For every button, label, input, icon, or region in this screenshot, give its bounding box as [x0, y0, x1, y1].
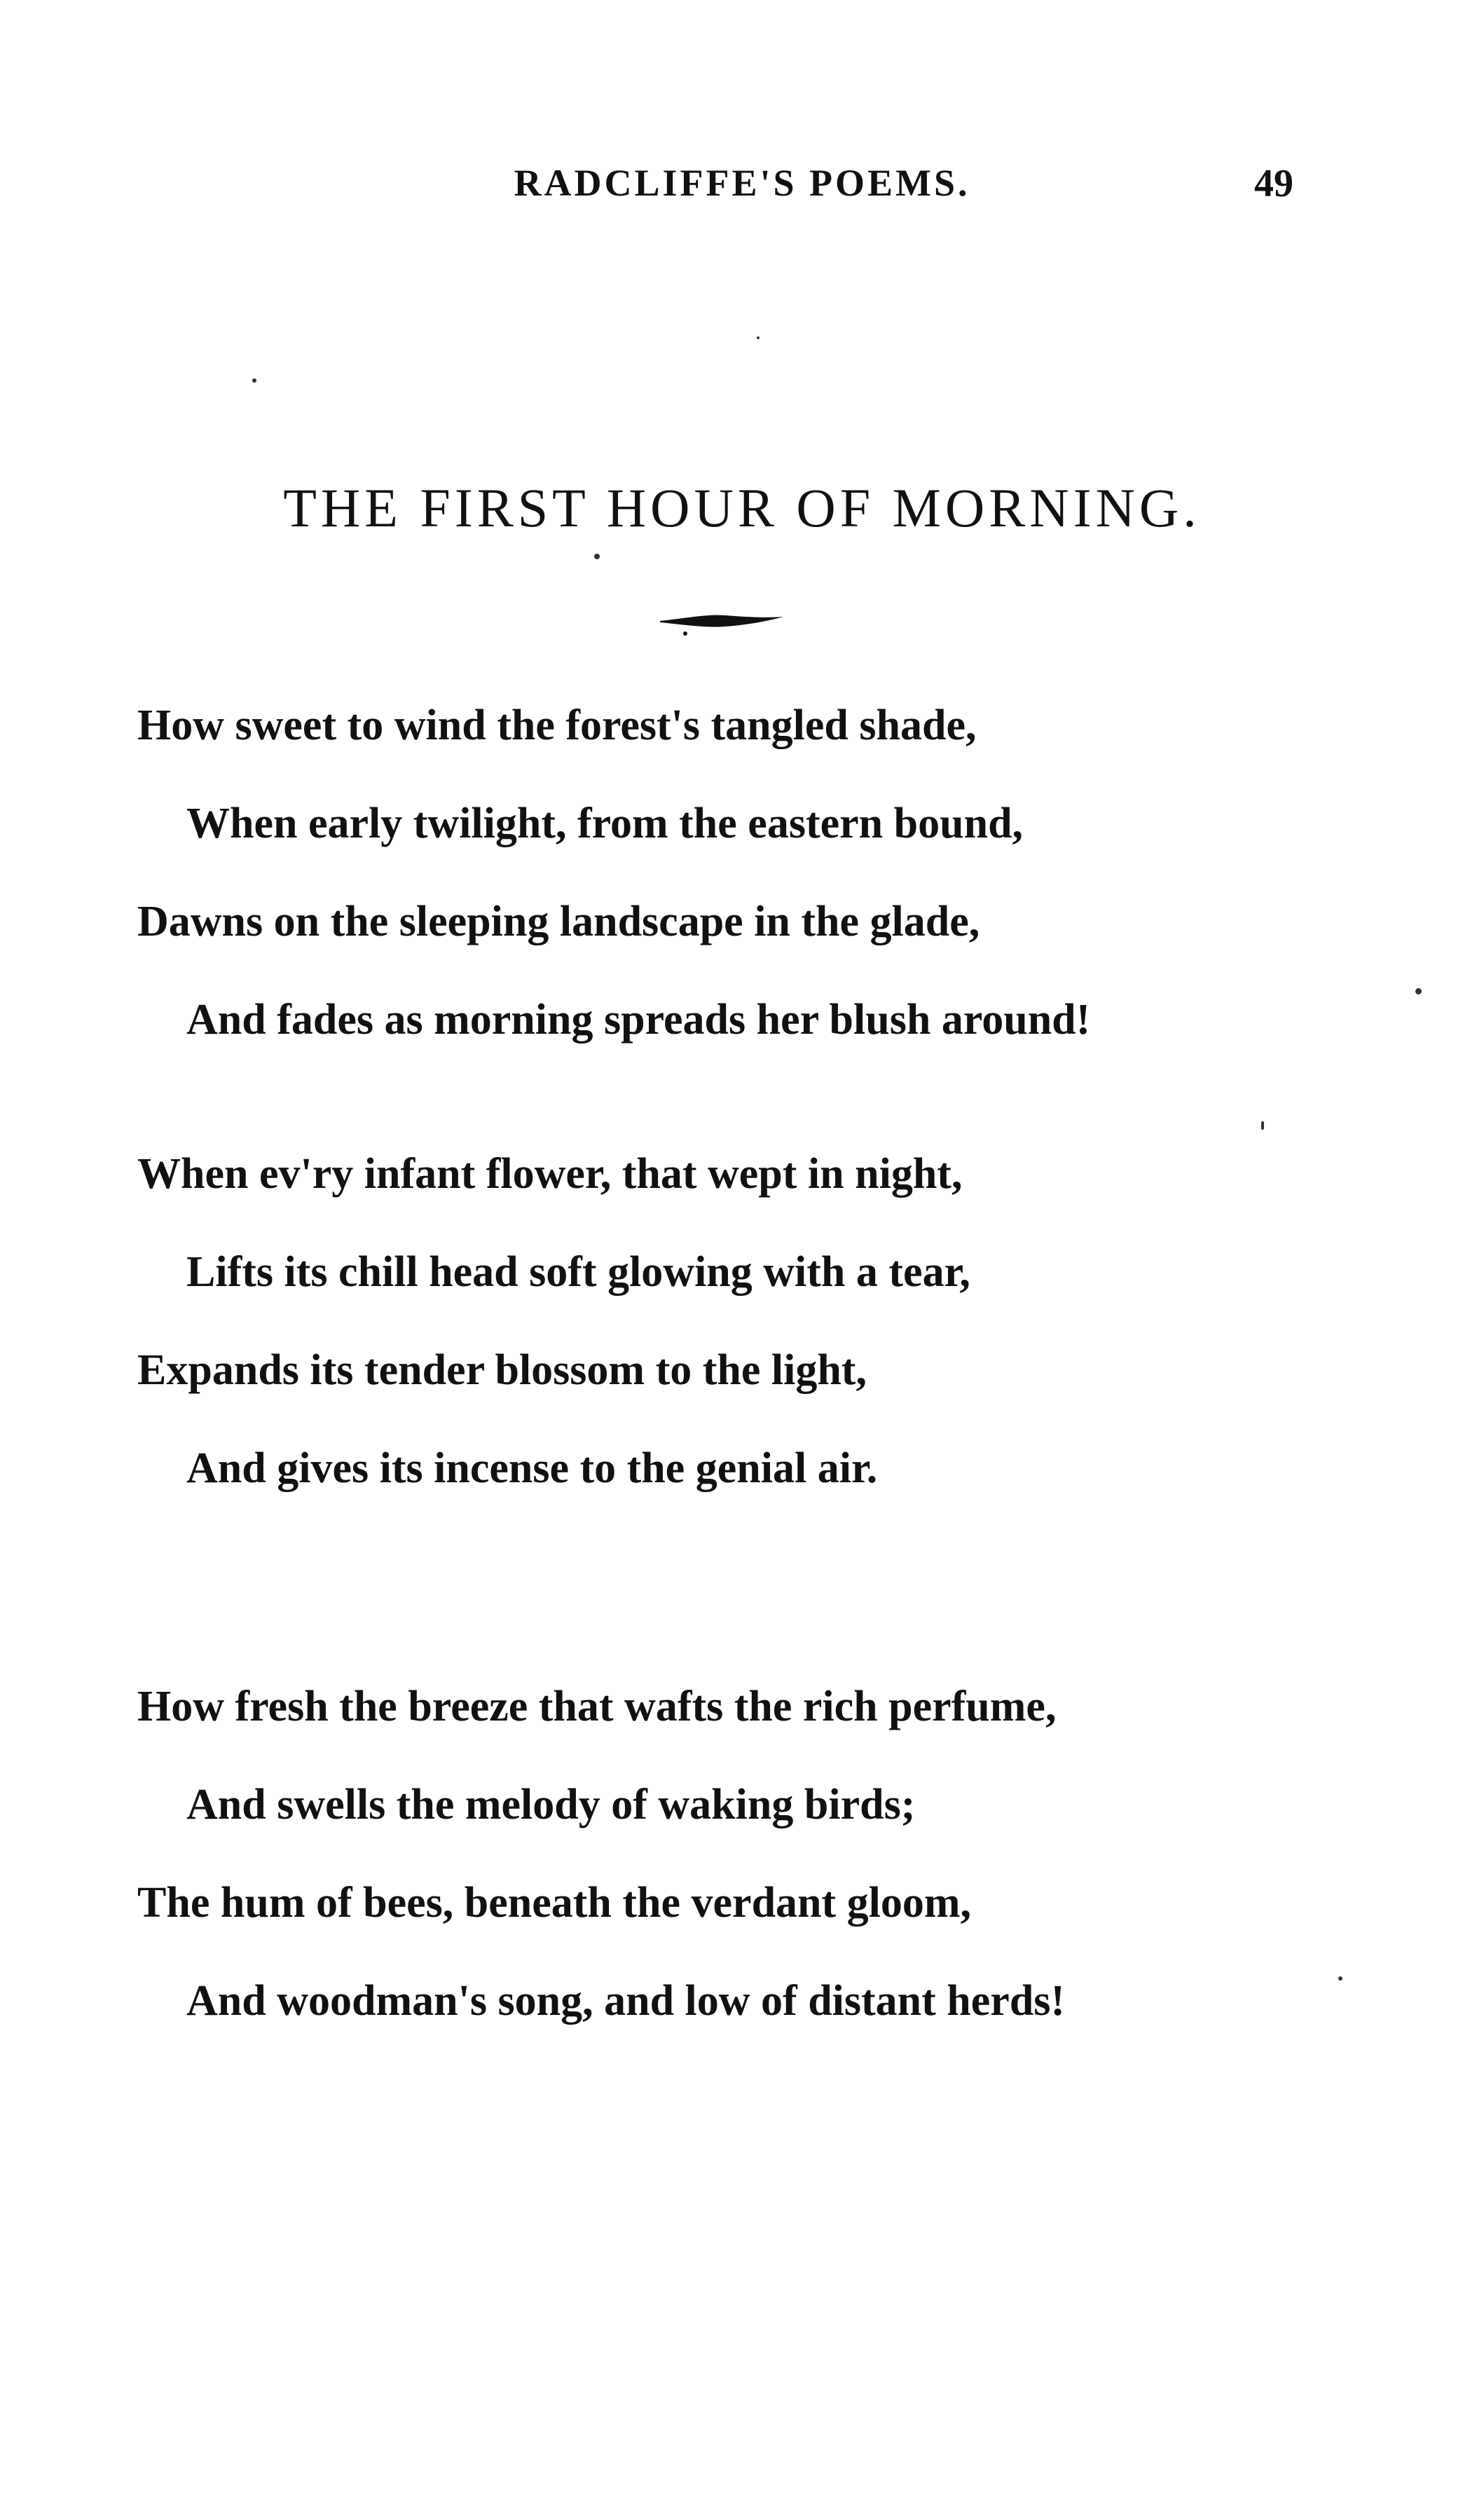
poem-line: Expands its tender blossom to the light, — [137, 1346, 867, 1394]
poem-line: Dawns on the sleeping landscape in the glade, — [137, 898, 980, 945]
poem-line: When ev'ry infant flower, that wept in night, — [137, 1150, 963, 1198]
poem-line: And fades as morning spreads her blush around! — [186, 996, 1091, 1044]
running-header — [0, 161, 1484, 217]
running-title: RADCLIFFE'S POEMS. — [514, 162, 970, 204]
scan-speck — [252, 378, 256, 383]
scan-speck — [1338, 1976, 1342, 1981]
scan-speck — [594, 554, 600, 559]
poem-line: And swells the melody of waking birds; — [186, 1781, 916, 1828]
poem-line: And woodman's song, and low of distant herds! — [186, 1977, 1066, 2025]
scan-speck — [1261, 1121, 1264, 1130]
page-number: 49 — [1254, 162, 1293, 205]
poem-title: THE FIRST HOUR OF MORNING. — [283, 477, 1201, 538]
poem-line: The hum of bees, beneath the verdant gloom, — [137, 1879, 972, 1927]
scan-speck — [1415, 988, 1422, 994]
ornament-dash-icon — [659, 608, 785, 636]
poem-line: And gives its incense to the genial air. — [186, 1444, 878, 1492]
poem-line: How fresh the breeze that wafts the rich perfume, — [137, 1683, 1057, 1730]
poem-line: When early twilight, from the eastern bound, — [186, 800, 1024, 847]
scan-speck — [757, 336, 760, 339]
poem-line: Lifts its chill head soft glowing with a tear, — [186, 1248, 970, 1296]
poem-line: How sweet to wind the forest's tangled shade, — [137, 702, 977, 749]
